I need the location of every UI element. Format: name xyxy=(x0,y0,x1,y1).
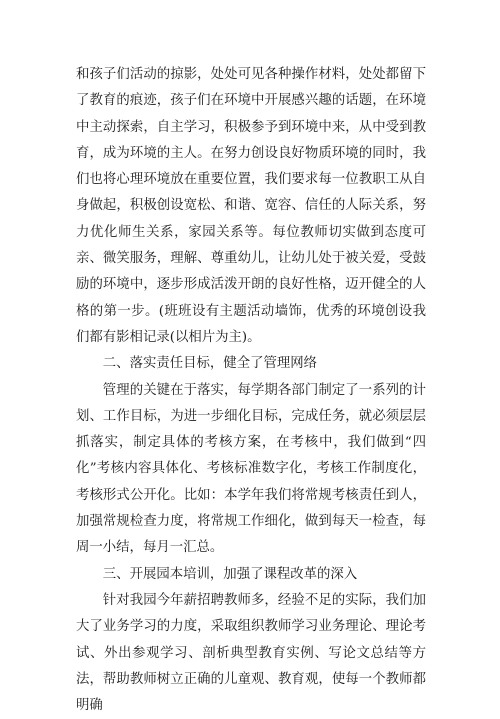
paragraph-environment-creation: 和孩子们活动的掠影，处处可见各种操作材料，处处都留下了教育的痕迹，孩子们在环境中开展感兴趣的话题，在环境中主动探索，自主学习，积极参予到环境中来，从中受到教育，成为环境的主人。在努力创设良好物质环境的同时，我们也将心理环境放在重要位置，我们要求每一位教职工从自身做起，积极创设宽松、和谐、宽容、信任的人际关系，努力优化师生关系，家园关系等。每位教师切实做到态度可亲、微笑服务，理解、尊重幼儿，让幼儿处于被关爱，受鼓励的环境中，逐步形成活泼开朗的良好性格，迈开健全的人格的第一步。(班班设有主题活动墙饰，优秀的环境创设我们都有影相记录(以相片为主)。 xyxy=(76,67,426,345)
paragraph-training: 针对我园今年薪招聘教师多，经验不足的实际，我们加大了业务学习的力度，采取组织教师学习业务理论、理论考试、外出参观学习、剖析典型教育实例、写论文总结等方法，帮助教师树立正确的儿童观、教育观，使每一个教师都明确 xyxy=(76,592,426,714)
section-heading-responsibility: 二、落实责任目标，健全了管理网络 xyxy=(102,356,318,372)
paragraph-management: 管理的关键在于落实，每学期各部门制定了一系列的计划、工作目标，为进一步细化目标，完成任务，就必须层层抓落实，制定具体的考核方案，在考核中，我们做到“四化”考核内容具体化、考核标准数字化，考核工作制度化，考核形式公开化。比如：本学年我们将常规考核责任到人，加强常规检查力度，将常规工作细化，做到每天一检查，每周一小结，每月一汇总。 xyxy=(76,382,426,556)
document-body xyxy=(76,62,426,719)
section-heading-training: 三、开展园本培训，加强了课程改革的深入 xyxy=(102,566,358,582)
